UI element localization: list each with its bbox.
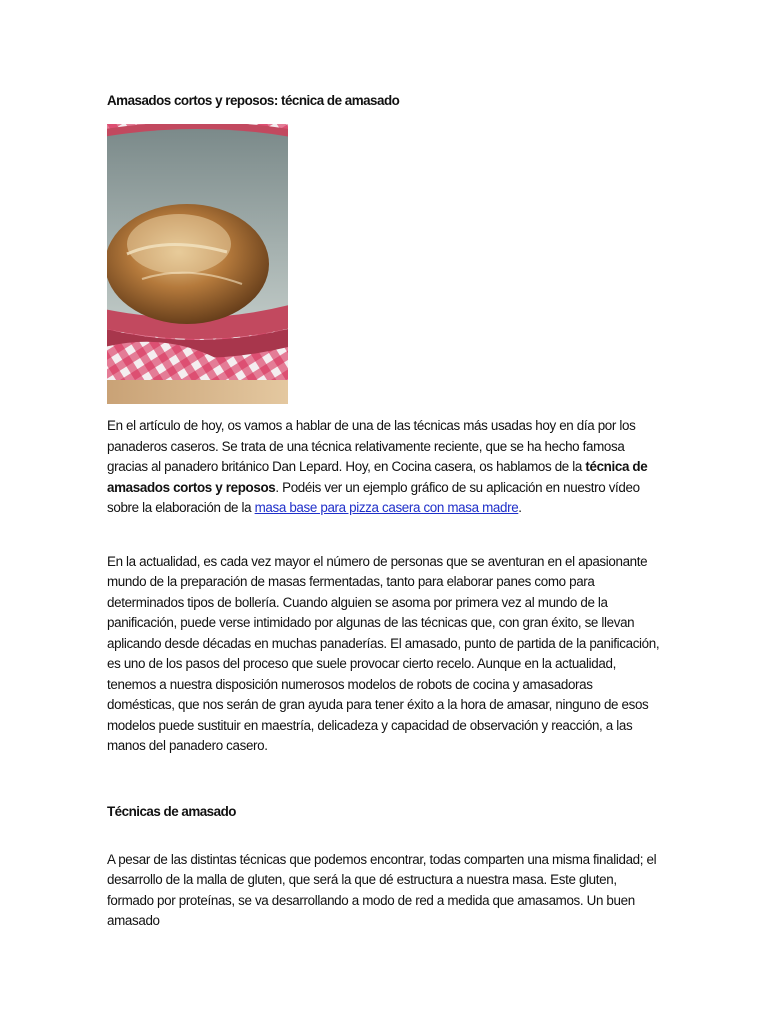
pizza-dough-link[interactable]: masa base para pizza casera con masa madre [254,500,519,515]
document-page [107,92,663,932]
body-paragraph-3: A pesar de las distintas técnicas que podemos encontrar, todas comparten una misma finalidad; el desarrollo de la malla de gluten, que será la que dé estructura a nuestra masa. Este gluten, formado por proteínas, se va desarrollando a modo de red a medida que amasamos. Un buen amasado [107,851,657,928]
document-title: Amasados cortos y reposos: técnica de amasado [107,93,400,108]
section-heading: Técnicas de amasado [107,803,236,819]
intro-bold-phrase: técnica de amasados cortos y reposos [107,459,648,495]
body-paragraph-2: En la actualidad, es cada vez mayor el número de personas que se aventuran en el apasionante mundo de la preparación de masas fermentadas, tanto para elaborar panes como para determinados tipos de bollería. Cuando alguien se asoma por primera vez al mundo de la panificación, puede verse intimidado por algunas de las técnicas que, con gran éxito, se llevan aplicando desde décadas en muchas panaderías. El amasado, punto de partida de la panificación, es uno de los pasos del proceso que suele provocar cierto recelo. Aunque en la actualidad, tenemos a nuestra disposición numerosos modelos de robots de cocina y amasadoras domésticas, que nos serán de gran ayuda para tener éxito a la hora de amasar, ninguno de esos modelos puede sustituir en maestría, delicadeza y capacidad de observación y reacción, a las manos del panadero casero. [107,553,660,753]
intro-paragraph [107,416,663,519]
intro-text-middle: . Podéis ver un ejemplo gráfico de su aplicación en nuestro vídeo sobre la elaboración de la [107,479,640,515]
intro-text-before: En el artículo de hoy, os vamos a hablar de una de las técnicas más usadas hoy en día por los panaderos caseros. Se trata de una técnica relativamente reciente, que se ha hecho famosa gracias al panadero británico Dan Lepard. Hoy, en Cocina casera, os hablamos de la [107,418,636,474]
intro-text-after: . [518,500,522,515]
bread-photo [107,124,288,404]
